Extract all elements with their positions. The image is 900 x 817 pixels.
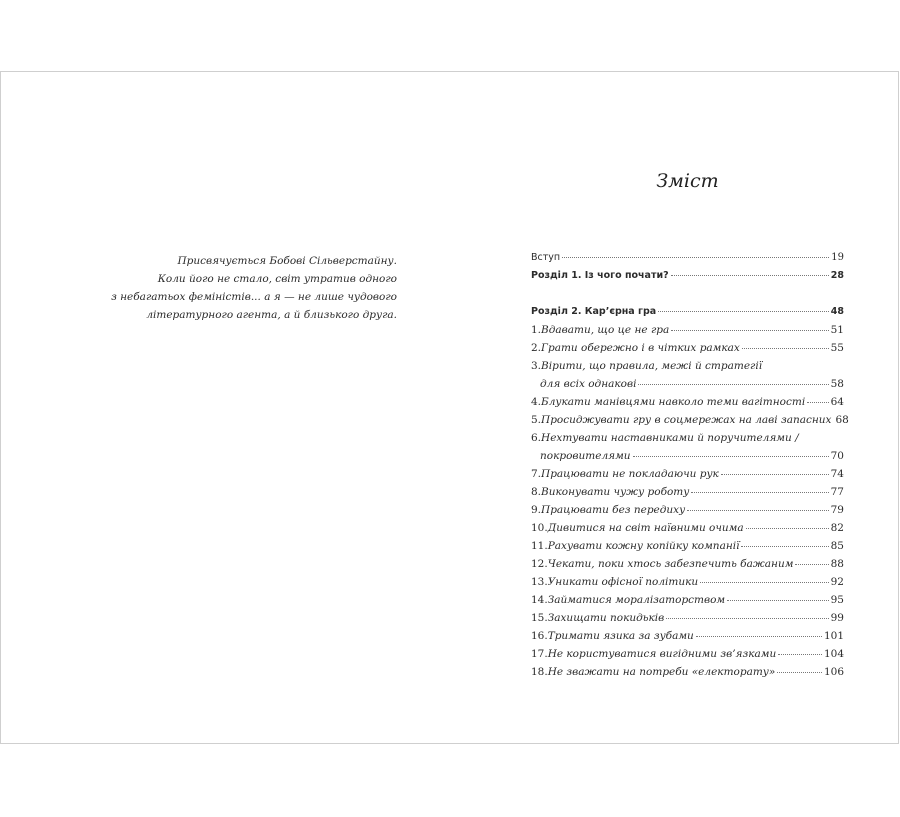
toc-entry-number: 8. <box>531 486 542 498</box>
toc-entry-page: 82 <box>830 522 844 534</box>
toc-entry-title: Нехтувати наставниками й поручителями / <box>541 432 799 444</box>
toc-entry-number: 5. <box>531 414 542 426</box>
toc-leader <box>700 582 828 583</box>
toc-entry-number: 14. <box>531 594 548 606</box>
toc-entry-number: 9. <box>531 504 542 516</box>
toc-entry-page: 64 <box>830 396 844 408</box>
toc-leader <box>777 672 822 673</box>
toc-entry-number: 11. <box>531 540 548 552</box>
toc-entry-title: Грати обережно і в чітких рамках <box>541 342 740 354</box>
toc-entry-number: 2. <box>531 342 542 354</box>
toc-leader <box>778 654 822 655</box>
toc-entry-page: 95 <box>830 594 844 606</box>
toc-leader <box>746 528 829 529</box>
toc-entry-number: 17. <box>531 648 548 660</box>
toc-title: Зміст <box>656 170 719 192</box>
toc-entry-page: 106 <box>823 666 844 678</box>
toc-entry-title: Вірити, що правила, межі й стратегії <box>541 360 763 372</box>
toc-entry-number: 16. <box>531 630 548 642</box>
toc-leader <box>562 257 829 258</box>
toc-entry-continuation <box>531 447 844 465</box>
toc-entry-title: Просиджувати гру в соцмережах на лаві запасних <box>541 414 832 426</box>
toc-entry-page: 19 <box>831 252 844 263</box>
toc-entry <box>531 555 844 573</box>
toc-entry-page: 68 <box>835 414 849 426</box>
toc-leader <box>633 456 829 457</box>
toc-entry <box>531 357 844 375</box>
dedication-line: літературного агента, а й близького друга. <box>146 309 397 321</box>
dedication-line: Присвячується Бобові Сільверстайну. <box>177 255 397 267</box>
toc-leader <box>742 348 829 349</box>
toc-leader <box>671 330 828 331</box>
toc-entry-title: для всіх однакові <box>540 378 637 390</box>
toc-entry <box>531 429 844 447</box>
toc-entry-title: Дивитися на світ наївними очима <box>547 522 744 534</box>
toc-entry-intro <box>531 249 844 267</box>
toc-entry <box>531 393 844 411</box>
toc-entry <box>531 627 844 645</box>
toc-leader <box>807 402 828 403</box>
toc-entry-title: Працювати не покладаючи рук <box>541 468 719 480</box>
toc-entry-title: Тримати язика за зубами <box>547 630 694 642</box>
toc-entry-title: Розділ 2. Кар’єрна гра <box>531 306 657 317</box>
toc-leader <box>696 636 822 637</box>
toc-entry-title: Уникати офісної політики <box>547 576 699 588</box>
toc-leader <box>687 510 828 511</box>
toc-leader <box>727 600 828 601</box>
toc-entry-page: 58 <box>830 378 844 390</box>
toc-entry-title: Не користуватися вигідними зв’язками <box>547 648 777 660</box>
toc-entry-number: 12. <box>531 558 548 570</box>
toc-entry-page: 51 <box>830 324 844 336</box>
toc-entry-number: 4. <box>531 396 542 408</box>
toc-entry-continuation <box>531 375 844 393</box>
toc-leader <box>691 492 828 493</box>
toc-entry-page: 85 <box>830 540 844 552</box>
toc-entry-number: 10. <box>531 522 548 534</box>
toc-entry-title: Вдавати, що це не гра <box>541 324 670 336</box>
toc-entry-title: Займатися моралізаторством <box>547 594 726 606</box>
toc-entry-number: 7. <box>531 468 542 480</box>
toc-entry <box>531 537 844 555</box>
toc-entry-chapter-1 <box>531 267 844 285</box>
toc-entry-title: Розділ 1. Із чого почати? <box>531 270 669 281</box>
toc-entry-title: Рахувати кожну копійку компанії <box>547 540 740 552</box>
toc-entry-page: 92 <box>830 576 844 588</box>
toc-entry-page: 48 <box>830 306 844 317</box>
toc-entry-title: Виконувати чужу роботу <box>541 486 690 498</box>
toc-entry-number: 18. <box>531 666 548 678</box>
toc-entry <box>531 339 844 357</box>
toc-entry <box>531 411 849 429</box>
toc-leader <box>721 474 829 475</box>
toc-entry-page: 74 <box>830 468 844 480</box>
toc-entry <box>531 645 844 663</box>
toc-entry-number: 3. <box>531 360 542 372</box>
toc-entry-page: 88 <box>830 558 844 570</box>
dedication-line: з небагатьох феміністів... а я — не лише чудового <box>111 291 397 303</box>
toc-entry-title: Чекати, поки хтось забезпечить бажаним <box>547 558 794 570</box>
toc-entry-page: 104 <box>823 648 844 660</box>
toc-entry <box>531 663 844 681</box>
toc-leader <box>638 384 828 385</box>
toc-entry <box>531 501 844 519</box>
toc-leader <box>741 546 828 547</box>
toc-entry-number: 15. <box>531 612 548 624</box>
toc-entry-page: 28 <box>830 270 844 281</box>
toc-entry-page: 99 <box>830 612 844 624</box>
toc-leader <box>795 564 828 565</box>
dedication-line: Коли його не стало, світ утратив одного <box>157 273 397 285</box>
toc-entry-title: Блукати манівцями навколо теми вагітності <box>541 396 806 408</box>
toc-leader <box>658 311 829 312</box>
toc-entry-title: Вступ <box>531 252 561 263</box>
toc-entry <box>531 609 844 627</box>
toc-entry-page: 79 <box>830 504 844 516</box>
table-of-contents <box>531 249 849 681</box>
toc-entry-title: покровителями <box>540 450 631 462</box>
toc-entry-page: 77 <box>830 486 844 498</box>
toc-entry <box>531 591 844 609</box>
dedication <box>97 252 397 324</box>
toc-leader <box>666 618 828 619</box>
toc-entry-chapter-2 <box>531 303 844 321</box>
toc-entry <box>531 519 844 537</box>
toc-gap <box>531 285 844 303</box>
toc-entry <box>531 465 844 483</box>
toc-entry <box>531 321 844 339</box>
toc-entry-page: 70 <box>830 450 844 462</box>
toc-entry-title: Працювати без передиху <box>541 504 686 516</box>
book-spread <box>0 71 899 744</box>
toc-entry-number: 6. <box>531 432 542 444</box>
toc-leader <box>671 275 829 276</box>
toc-entry-page: 101 <box>823 630 844 642</box>
toc-entry-page: 55 <box>830 342 844 354</box>
toc-entry-number: 13. <box>531 576 548 588</box>
toc-entry <box>531 483 844 501</box>
toc-entry-number: 1. <box>531 324 542 336</box>
toc-entry <box>531 573 844 591</box>
toc-entry-title: Не зважати на потреби «електорату» <box>547 666 776 678</box>
toc-entry-title: Захищати покидьків <box>547 612 665 624</box>
